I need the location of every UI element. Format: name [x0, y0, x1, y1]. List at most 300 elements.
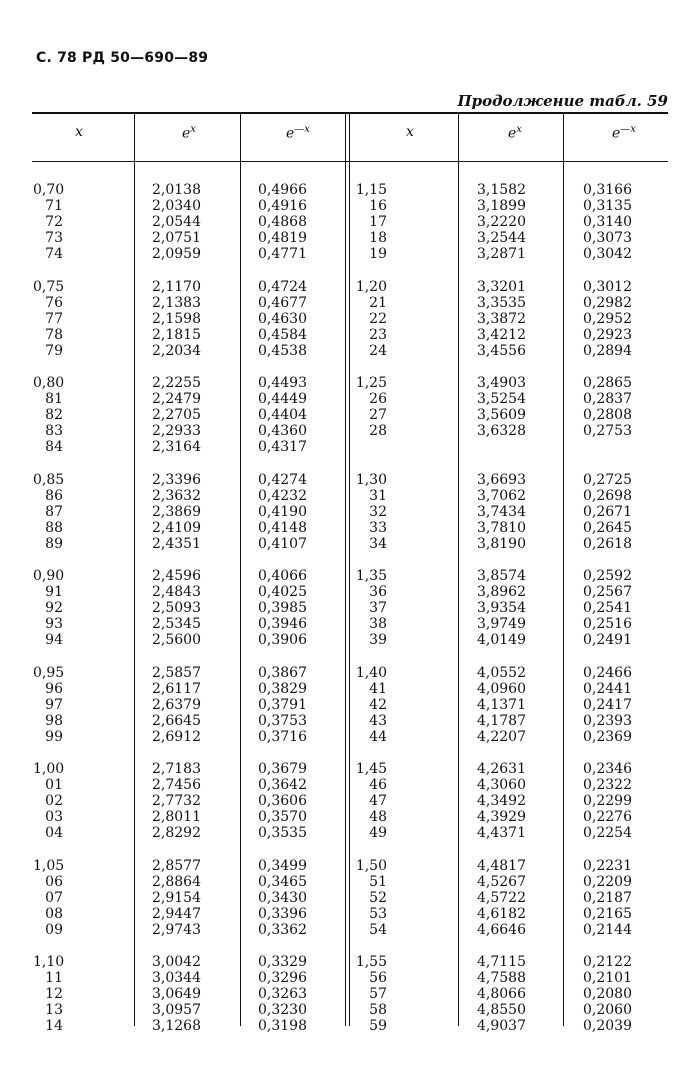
exp-neg-value: 0,2923 [583, 326, 632, 343]
exp-neg-value: 0,2894 [583, 342, 632, 359]
table-row [0, 182, 700, 198]
exp-neg-value: 0,2645 [583, 519, 632, 536]
table-row [0, 1002, 700, 1018]
exp-value: 3,1268 [152, 1018, 201, 1034]
exp-value: 2,5600 [152, 632, 201, 648]
table-row [0, 230, 700, 246]
exp-neg-value: 0,2592 [583, 568, 632, 584]
x-value: 31 [369, 487, 387, 504]
exp-value: 3,2871 [477, 246, 526, 262]
exp-neg-value: 0,2039 [583, 1018, 632, 1034]
exp-value: 4,9037 [477, 1018, 526, 1034]
exp-value: 2,8577 [152, 857, 201, 874]
exp-value: 2,8864 [152, 873, 201, 890]
table-row [0, 906, 700, 922]
x-value: 27 [369, 407, 387, 423]
exp-value: 4,1787 [477, 712, 526, 729]
x-value: 1,20 [355, 278, 387, 295]
table-continuation-label: Продолжение табл. 59 [457, 92, 668, 110]
x-value: 48 [369, 809, 387, 825]
exp-value: 3,1899 [477, 198, 526, 214]
exp-value: 2,5857 [152, 664, 201, 681]
x-value: 1,00 [33, 761, 65, 777]
exp-neg-value: 0,4916 [258, 198, 307, 214]
x-value: 13 [45, 1002, 63, 1018]
x-value: 91 [45, 584, 63, 600]
exp-value: 3,3201 [477, 278, 526, 295]
table-row [0, 279, 700, 295]
exp-value: 3,7810 [477, 519, 526, 536]
exp-neg-value: 0,3362 [258, 921, 307, 938]
exp-neg-value: 0,3535 [258, 825, 307, 841]
table-row [0, 327, 700, 343]
x-value: 51 [369, 873, 387, 890]
exp-value: 2,2705 [152, 407, 201, 423]
exp-neg-value: 0,3198 [258, 1018, 307, 1034]
x-value: 0,85 [33, 471, 65, 488]
exp-neg-value: 0,2346 [583, 761, 632, 777]
table-row [0, 407, 700, 423]
exp-value: 3,4903 [477, 375, 526, 391]
exp-neg-value: 0,3465 [258, 873, 307, 890]
row-group [0, 665, 700, 762]
x-value: 14 [45, 1018, 63, 1034]
exp-value: 4,6646 [477, 921, 526, 938]
x-value: 89 [45, 535, 63, 552]
exp-neg-value: 0,3679 [258, 761, 307, 777]
exp-neg-value: 0,4966 [258, 182, 307, 198]
x-value: 03 [45, 809, 63, 825]
x-value: 0,75 [33, 278, 65, 295]
x-value: 86 [45, 487, 63, 504]
exp-value: 3,2220 [477, 214, 526, 230]
table-row [0, 214, 700, 230]
exp-value: 3,0957 [152, 1002, 201, 1018]
exp-neg-value: 0,2231 [583, 857, 632, 874]
table-row [0, 311, 700, 327]
exp-neg-value: 0,4360 [258, 423, 307, 439]
exp-value: 4,8550 [477, 1002, 526, 1018]
exp-neg-value: 0,2725 [583, 471, 632, 488]
x-value: 0,70 [33, 182, 65, 198]
x-value: 59 [369, 1018, 387, 1034]
exp-value: 2,7732 [152, 793, 201, 809]
exp-neg-value: 0,2122 [583, 954, 632, 970]
x-value: 1,25 [355, 375, 387, 391]
x-value: 23 [369, 326, 387, 343]
exp-value: 3,7434 [477, 503, 526, 520]
x-value: 26 [369, 391, 387, 407]
exp-value: 2,9447 [152, 905, 201, 922]
exp-value: 3,4212 [477, 326, 526, 343]
exp-neg-value: 0,3396 [258, 905, 307, 922]
x-value: 81 [45, 391, 63, 407]
exp-neg-value: 0,4630 [258, 310, 307, 327]
x-value: 19 [369, 246, 387, 262]
x-value: 0,90 [33, 568, 65, 584]
exp-neg-value: 0,2144 [583, 921, 632, 938]
exp-value: 3,0649 [152, 986, 201, 1002]
table-row [0, 858, 700, 874]
table-row [0, 520, 700, 536]
table-row [0, 1018, 700, 1034]
exp-neg-value: 0,3263 [258, 986, 307, 1002]
exp-neg-value: 0,4148 [258, 519, 307, 536]
x-value: 21 [369, 294, 387, 311]
exp-value: 2,3632 [152, 487, 201, 504]
exp-value: 2,4109 [152, 519, 201, 536]
exp-neg-value: 0,3716 [258, 728, 307, 745]
x-value: 07 [45, 889, 63, 906]
x-value: 82 [45, 407, 63, 423]
exp-neg-value: 0,2165 [583, 905, 632, 922]
x-value: 0,95 [33, 664, 65, 681]
exp-neg-value: 0,2417 [583, 696, 632, 713]
exp-value: 4,0552 [477, 664, 526, 681]
exp-neg-value: 0,4868 [258, 214, 307, 230]
x-value: 04 [45, 825, 63, 841]
exp-value: 3,3535 [477, 294, 526, 311]
exp-neg-value: 0,4107 [258, 535, 307, 552]
x-value: 01 [45, 777, 63, 793]
exp-value: 3,4556 [477, 342, 526, 359]
exp-value: 3,9354 [477, 600, 526, 616]
exp-value: 2,3396 [152, 471, 201, 488]
exp-value: 4,7588 [477, 970, 526, 986]
exp-value: 2,4843 [152, 584, 201, 600]
table-row [0, 343, 700, 359]
exp-value: 3,0042 [152, 954, 201, 970]
exp-neg-value: 0,2393 [583, 712, 632, 729]
x-value: 08 [45, 905, 63, 922]
x-value: 33 [369, 519, 387, 536]
row-group [0, 954, 700, 1051]
exp-value: 2,0138 [152, 182, 201, 198]
table-row [0, 536, 700, 552]
exp-neg-value: 0,3135 [583, 198, 632, 214]
x-value: 0,80 [33, 375, 65, 391]
exp-neg-value: 0,3753 [258, 712, 307, 729]
exp-neg-value: 0,3230 [258, 1002, 307, 1018]
exp-neg-value: 0,2322 [583, 777, 632, 793]
table-row [0, 584, 700, 600]
exp-value: 4,8066 [477, 986, 526, 1002]
exp-neg-value: 0,2753 [583, 423, 632, 439]
table-row [0, 809, 700, 825]
exp-value: 2,0340 [152, 198, 201, 214]
table-row [0, 295, 700, 311]
table-row [0, 246, 700, 262]
x-value: 44 [369, 728, 387, 745]
row-group [0, 182, 700, 279]
row-group [0, 761, 700, 858]
x-value: 73 [45, 230, 63, 246]
exp-value: 2,3869 [152, 503, 201, 520]
x-value: 38 [369, 616, 387, 632]
exp-value: 2,0751 [152, 230, 201, 246]
x-value: 1,35 [355, 568, 387, 584]
row-group [0, 375, 700, 472]
x-value: 72 [45, 214, 63, 230]
exp-neg-value: 0,4025 [258, 584, 307, 600]
x-value: 39 [369, 632, 387, 648]
exp-value: 2,6379 [152, 696, 201, 713]
exp-neg-value: 0,3946 [258, 616, 307, 632]
column-header-ex: $e^x$ [182, 124, 196, 142]
x-value: 49 [369, 825, 387, 841]
x-value: 92 [45, 600, 63, 616]
exp-neg-value: 0,2516 [583, 616, 632, 632]
exp-value: 4,4817 [477, 857, 526, 874]
exp-neg-value: 0,4317 [258, 439, 307, 455]
table-row [0, 375, 700, 391]
x-value: 09 [45, 921, 63, 938]
exp-neg-value: 0,2299 [583, 793, 632, 809]
x-value: 1,10 [33, 954, 65, 970]
x-value: 34 [369, 535, 387, 552]
exp-neg-value: 0,3570 [258, 809, 307, 825]
exp-value: 4,2631 [477, 761, 526, 777]
x-value: 11 [45, 970, 63, 986]
exp-value: 2,8292 [152, 825, 201, 841]
x-value: 99 [45, 728, 63, 745]
x-value: 28 [369, 423, 387, 439]
exp-value: 3,6693 [477, 471, 526, 488]
exp-value: 3,0344 [152, 970, 201, 986]
exp-value: 3,8962 [477, 584, 526, 600]
exp-value: 2,2933 [152, 423, 201, 439]
x-value: 77 [45, 310, 63, 327]
x-value: 74 [45, 246, 63, 262]
table-row [0, 665, 700, 681]
x-value: 22 [369, 310, 387, 327]
exp-value: 2,6912 [152, 728, 201, 745]
table-row [0, 954, 700, 970]
x-value: 41 [369, 680, 387, 697]
x-value: 16 [369, 198, 387, 214]
exp-value: 2,0959 [152, 246, 201, 262]
exp-value: 3,8190 [477, 535, 526, 552]
exp-value: 4,0149 [477, 632, 526, 648]
column-header-ex: $e^x$ [508, 124, 522, 142]
exp-neg-value: 0,2060 [583, 1002, 632, 1018]
exp-neg-value: 0,4066 [258, 568, 307, 584]
exp-value: 4,5722 [477, 889, 526, 906]
exp-neg-value: 0,2254 [583, 825, 632, 841]
page-header: С. 78 РД 50—690—89 [36, 50, 209, 66]
x-value: 58 [369, 1002, 387, 1018]
exp-neg-value: 0,3012 [583, 278, 632, 295]
exp-value: 2,2034 [152, 342, 201, 359]
table-row [0, 391, 700, 407]
exp-value: 4,0960 [477, 680, 526, 697]
exp-neg-value: 0,4232 [258, 487, 307, 504]
exp-value: 2,7456 [152, 777, 201, 793]
exp-neg-value: 0,2837 [583, 391, 632, 407]
x-value: 17 [369, 214, 387, 230]
exp-neg-value: 0,3042 [583, 246, 632, 262]
table-row [0, 986, 700, 1002]
exp-value: 2,5345 [152, 616, 201, 632]
column-header-x: x [75, 124, 83, 140]
exp-neg-value: 0,3906 [258, 632, 307, 648]
exp-value: 2,1598 [152, 310, 201, 327]
exp-value: 2,7183 [152, 761, 201, 777]
exp-neg-value: 0,4724 [258, 278, 307, 295]
x-value: 1,15 [355, 182, 387, 198]
table-row [0, 568, 700, 584]
exp-value: 2,6117 [152, 680, 201, 697]
exp-value: 2,4351 [152, 535, 201, 552]
table-row [0, 922, 700, 938]
exp-neg-value: 0,3867 [258, 664, 307, 681]
exp-neg-value: 0,2466 [583, 664, 632, 681]
exp-neg-value: 0,3430 [258, 889, 307, 906]
table-top-rule [32, 112, 668, 114]
exp-value: 2,1170 [152, 278, 201, 295]
exp-neg-value: 0,2491 [583, 632, 632, 648]
exp-value: 2,1815 [152, 326, 201, 343]
exp-value: 4,4371 [477, 825, 526, 841]
exp-value: 4,3060 [477, 777, 526, 793]
exp-value: 4,1371 [477, 696, 526, 713]
table-row [0, 423, 700, 439]
exp-neg-value: 0,4274 [258, 471, 307, 488]
exp-neg-value: 0,4190 [258, 503, 307, 520]
exp-value: 3,5609 [477, 407, 526, 423]
exp-value: 3,2544 [477, 230, 526, 246]
exp-value: 2,3164 [152, 439, 201, 455]
exp-neg-value: 0,2952 [583, 310, 632, 327]
row-group [0, 279, 700, 376]
exp-value: 4,3492 [477, 793, 526, 809]
table-row [0, 681, 700, 697]
exp-neg-value: 0,2865 [583, 375, 632, 391]
exp-neg-value: 0,4584 [258, 326, 307, 343]
table-row [0, 825, 700, 841]
table-row [0, 777, 700, 793]
exp-value: 2,8011 [152, 809, 201, 825]
x-value: 02 [45, 793, 63, 809]
table-row [0, 890, 700, 906]
exp-neg-value: 0,3791 [258, 696, 307, 713]
header-bottom-rule [32, 161, 668, 162]
column-header-x: x [406, 124, 414, 140]
exp-neg-value: 0,2618 [583, 535, 632, 552]
exp-neg-value: 0,4493 [258, 375, 307, 391]
exp-value: 3,6328 [477, 423, 526, 439]
exp-neg-value: 0,3642 [258, 777, 307, 793]
x-value: 87 [45, 503, 63, 520]
table-row [0, 198, 700, 214]
exp-value: 2,0544 [152, 214, 201, 230]
table-row [0, 874, 700, 890]
exp-neg-value: 0,4677 [258, 294, 307, 311]
x-value: 57 [369, 986, 387, 1002]
table-row [0, 600, 700, 616]
x-value: 56 [369, 970, 387, 986]
table-row [0, 729, 700, 745]
exp-neg-value: 0,4819 [258, 230, 307, 246]
exp-neg-value: 0,3166 [583, 182, 632, 198]
exp-neg-value: 0,3606 [258, 793, 307, 809]
exp-neg-value: 0,2369 [583, 728, 632, 745]
x-value: 79 [45, 342, 63, 359]
column-header-emx: $e^{—x}$ [612, 124, 636, 142]
x-value: 24 [369, 342, 387, 359]
x-value: 36 [369, 584, 387, 600]
exp-neg-value: 0,2101 [583, 970, 632, 986]
row-group [0, 472, 700, 569]
exp-value: 2,1383 [152, 294, 201, 311]
exp-value: 4,6182 [477, 905, 526, 922]
exp-neg-value: 0,2080 [583, 986, 632, 1002]
x-value: 46 [369, 777, 387, 793]
exp-value: 2,2255 [152, 375, 201, 391]
exp-neg-value: 0,2276 [583, 809, 632, 825]
exp-neg-value: 0,4538 [258, 342, 307, 359]
x-value: 83 [45, 423, 63, 439]
x-value: 96 [45, 680, 63, 697]
x-value: 76 [45, 294, 63, 311]
exp-neg-value: 0,3499 [258, 857, 307, 874]
x-value: 78 [45, 326, 63, 343]
exp-neg-value: 0,2441 [583, 680, 632, 697]
exp-neg-value: 0,4404 [258, 407, 307, 423]
exp-value: 4,7115 [477, 954, 526, 970]
exp-neg-value: 0,2541 [583, 600, 632, 616]
exp-value: 2,6645 [152, 712, 201, 729]
table-row [0, 488, 700, 504]
exp-neg-value: 0,2209 [583, 873, 632, 890]
exp-value: 3,1582 [477, 182, 526, 198]
x-value: 42 [369, 696, 387, 713]
row-group [0, 568, 700, 665]
exp-neg-value: 0,3073 [583, 230, 632, 246]
exp-value: 2,4596 [152, 568, 201, 584]
exp-neg-value: 0,2698 [583, 487, 632, 504]
x-value: 93 [45, 616, 63, 632]
x-value: 32 [369, 503, 387, 520]
exp-value: 3,7062 [477, 487, 526, 504]
exp-value: 4,5267 [477, 873, 526, 890]
x-value: 43 [369, 712, 387, 729]
table-row [0, 472, 700, 488]
exp-neg-value: 0,3985 [258, 600, 307, 616]
row-group [0, 858, 700, 955]
exp-value: 2,5093 [152, 600, 201, 616]
x-value: 37 [369, 600, 387, 616]
x-value: 06 [45, 873, 63, 890]
exp-neg-value: 0,2808 [583, 407, 632, 423]
x-value: 1,30 [355, 471, 387, 488]
exp-neg-value: 0,2982 [583, 294, 632, 311]
exp-neg-value: 0,2187 [583, 889, 632, 906]
x-value: 1,40 [355, 664, 387, 681]
table-row [0, 793, 700, 809]
table-row [0, 761, 700, 777]
x-value: 71 [45, 198, 63, 214]
x-value: 52 [369, 889, 387, 906]
x-value: 53 [369, 905, 387, 922]
exp-value: 3,5254 [477, 391, 526, 407]
exp-value: 4,3929 [477, 809, 526, 825]
exp-neg-value: 0,3296 [258, 970, 307, 986]
x-value: 1,05 [33, 857, 65, 874]
x-value: 1,45 [355, 761, 387, 777]
x-value: 1,50 [355, 857, 387, 874]
exp-neg-value: 0,4771 [258, 246, 307, 262]
